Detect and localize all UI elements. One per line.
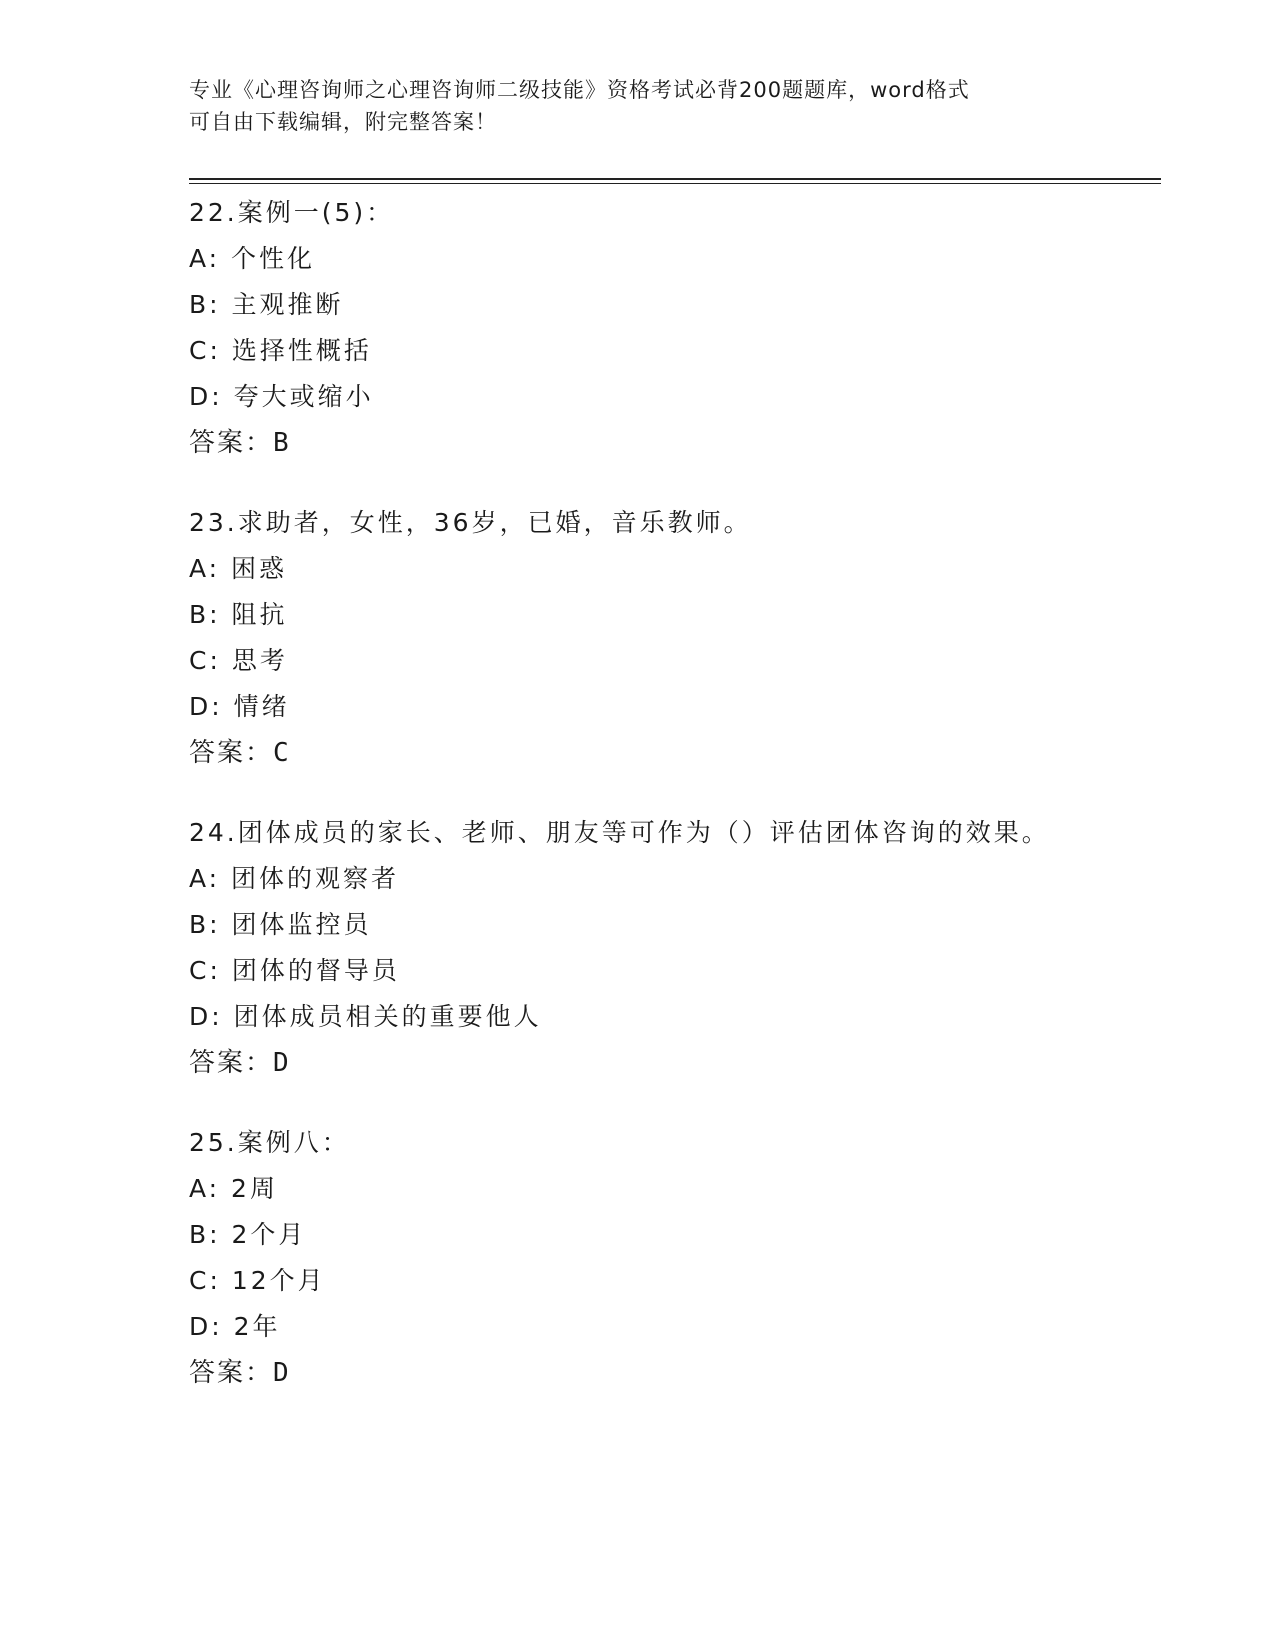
option-a: A: 个性化 (189, 244, 316, 273)
option-b: B: 主观推断 (189, 290, 344, 319)
header-line-2: 可自由下载编辑，附完整答案！ (189, 110, 497, 134)
option-d: D: 夸大或缩小 (189, 382, 374, 411)
answer-value: C (273, 738, 291, 768)
option-b: B: 2个月 (189, 1220, 307, 1249)
option-c: C: 团体的督导员 (189, 956, 400, 985)
question-stem: 24.团体成员的家长、老师、朋友等可作为（）评估团体咨询的效果。 (189, 818, 1050, 847)
question-list (189, 190, 1159, 1430)
document-header (189, 74, 1089, 138)
option-c: C: 思考 (189, 646, 288, 675)
answer-line (189, 1350, 1159, 1396)
option-a: A: 困惑 (189, 554, 288, 583)
question-23 (189, 500, 1159, 776)
option-a: A: 团体的观察者 (189, 864, 400, 893)
answer-label: 答案： (189, 738, 274, 768)
answer-line (189, 1040, 1159, 1086)
question-24 (189, 810, 1159, 1086)
option-c: C: 12个月 (189, 1266, 326, 1295)
header-divider-thin (189, 183, 1161, 184)
question-22 (189, 190, 1159, 466)
question-stem: 23.求助者，女性，36岁，已婚，音乐教师。 (189, 508, 752, 537)
answer-value: B (273, 428, 291, 458)
answer-value: D (273, 1358, 291, 1388)
question-stem: 22.案例一(5)： (189, 198, 395, 227)
header-line-1: 专业《心理咨询师之心理咨询师二级技能》资格考试必背200题题库，word格式 (189, 78, 970, 102)
option-c: C: 选择性概括 (189, 336, 372, 365)
option-d: D: 2年 (189, 1312, 281, 1341)
answer-label: 答案： (189, 1358, 274, 1388)
option-a: A: 2周 (189, 1174, 278, 1203)
option-b: B: 团体监控员 (189, 910, 372, 939)
option-b: B: 阻抗 (189, 600, 288, 629)
option-d: D: 团体成员相关的重要他人 (189, 1002, 542, 1031)
question-25 (189, 1120, 1159, 1396)
option-d: D: 情绪 (189, 692, 290, 721)
answer-value: D (273, 1048, 291, 1078)
header-divider-thick (189, 178, 1161, 180)
question-stem: 25.案例八： (189, 1128, 350, 1157)
answer-label: 答案： (189, 1048, 274, 1078)
answer-line (189, 730, 1159, 776)
answer-line (189, 420, 1159, 466)
answer-label: 答案： (189, 428, 274, 458)
